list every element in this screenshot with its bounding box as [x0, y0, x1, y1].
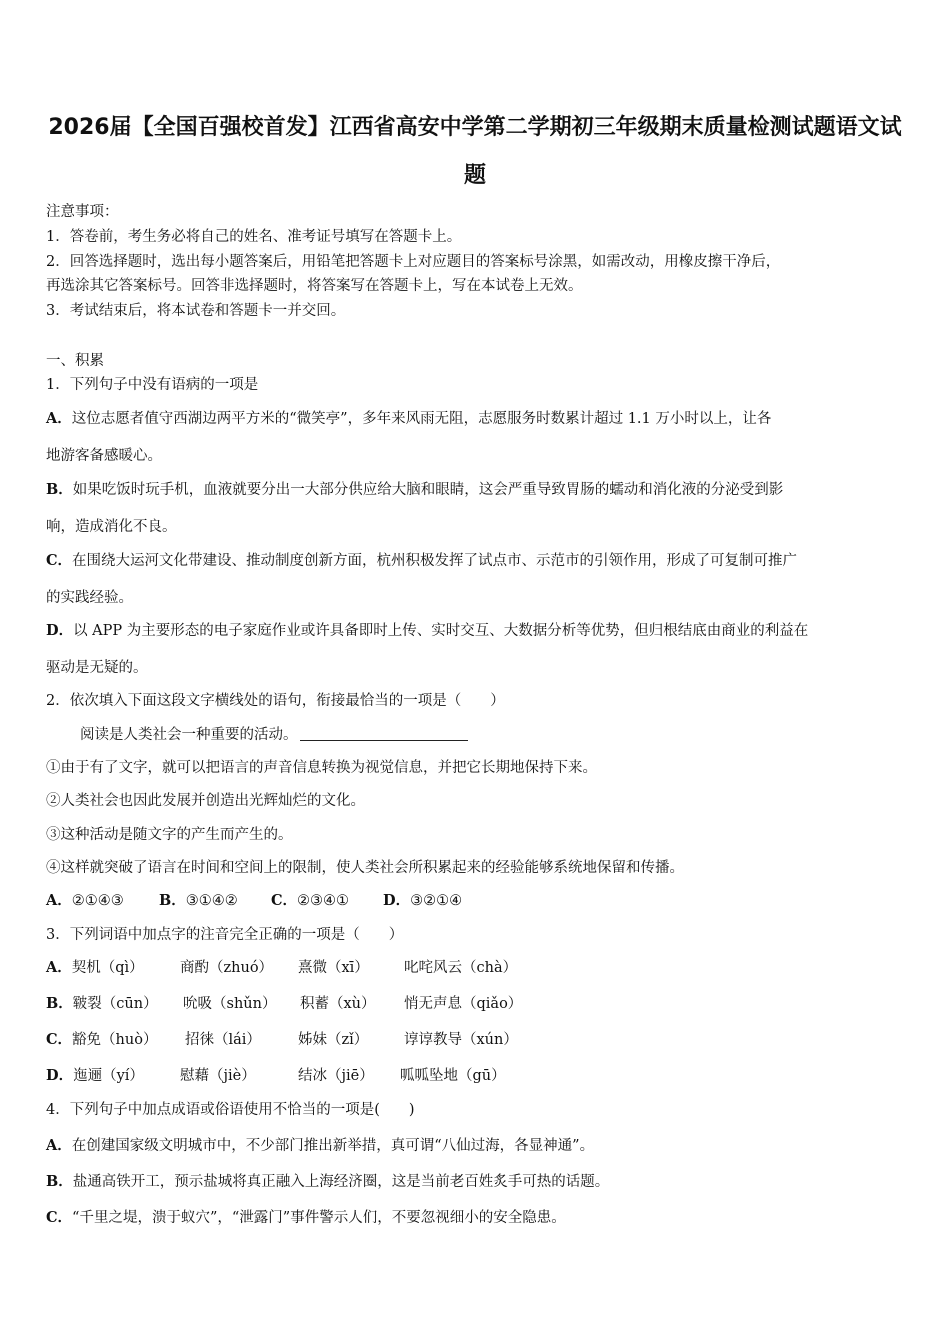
q3-b-word-3: 积蓄（xù） [300, 996, 376, 1012]
q3-option-c [46, 1030, 518, 1050]
option-label: A． [46, 959, 72, 976]
option-label: C． [46, 1209, 73, 1226]
q2-lead [80, 725, 468, 745]
q3-c-word-4: 谆谆教导（xún） [404, 1032, 518, 1048]
q2-options [46, 891, 462, 911]
option-label: A． [46, 892, 72, 909]
q2-lead-text: 阅读是人类社会一种重要的活动。 [80, 727, 298, 743]
q2-sentence-3: ③这种活动是随文字的产生而产生的。 [46, 827, 293, 843]
q3-option-a [46, 958, 517, 978]
q2-option-a [46, 891, 159, 911]
option-label: D． [46, 622, 74, 639]
option-label: B． [46, 481, 73, 498]
q1-option-d [46, 621, 808, 641]
option-label: B． [46, 995, 73, 1012]
q1-option-b-text: 如果吃饭时玩手机，血液就要分出一大部分供应给大脑和眼睛，这会严重导致胃肠的蠕动和消化液的分泌受到影 [72, 482, 784, 498]
option-label: B． [46, 1173, 73, 1190]
q3-a-word-3: 熹微（xī） [298, 960, 369, 976]
q1-stem: 1．下列句子中没有语病的一项是 [46, 377, 259, 393]
q3-a-word-4: 叱咤风云（chà） [404, 960, 518, 976]
q1-option-d-text: 以 APP 为主要形态的电子家庭作业或许具备即时上传、实时交互、大数据分析等优势，但归根结底由商业的利益在 [73, 623, 809, 639]
answer-blank [300, 726, 468, 741]
q2-stem: 2．依次填入下面这段文字横线处的语句，衔接最恰当的一项是（ ） [46, 693, 505, 709]
option-label: C． [271, 892, 298, 909]
q3-d-word-3: 结冰（jiē） [298, 1068, 374, 1084]
q3-c-word-1-text: 豁免（huò） [72, 1032, 158, 1048]
note-item-1: 1．答卷前，考生务必将自己的姓名、准考证号填写在答题卡上。 [46, 229, 462, 245]
note-item-2-cont: 再选涂其它答案标号。回答非选择题时，将答案写在答题卡上，写在本试卷上无效。 [46, 278, 583, 294]
q3-option-b [46, 994, 522, 1014]
q3-d-word-1-text: 迤逦（yí） [73, 1068, 144, 1084]
q1-option-c-cont: 的实践经验。 [46, 590, 133, 606]
q4-option-a-text: 在创建国家级文明城市中，不少部门推出新举措，真可谓“八仙过海，各显神通”。 [71, 1138, 595, 1154]
q1-option-a-text: 这位志愿者值守西湖边两平方米的“微笑亭”，多年来风雨无阻，志愿服务时数累计超过 1.1 万小时以上，让各 [71, 411, 772, 427]
q2-option-d [383, 891, 462, 911]
q3-b-word-1 [46, 994, 183, 1014]
q3-c-word-1 [46, 1030, 185, 1050]
q3-option-d [46, 1066, 506, 1086]
q1-option-c-text: 在围绕大运河文化带建设、推动制度创新方面，杭州积极发挥了试点市、示范市的引领作用，形成了可复制可推广 [72, 553, 798, 569]
q3-b-word-2: 吮吸（shǔn） [183, 996, 277, 1012]
q4-option-c [46, 1208, 566, 1228]
q2-option-b-text: ③①④② [185, 893, 238, 909]
q2-option-b [159, 891, 271, 911]
q4-option-a [46, 1136, 594, 1156]
q3-a-word-2: 商酌（zhuó） [180, 960, 274, 976]
exam-title-line-1: 2026届【全国百强校首发】江西省高安中学第二学期初三年级期末质量检测试题语文试 [48, 115, 902, 140]
q2-sentence-1: ①由于有了文字，就可以把语言的声音信息转换为视觉信息，并把它长期地保持下来。 [46, 760, 597, 776]
q4-option-c-text: “千里之堤，溃于蚁穴”，“泄露门”事件警示人们，不要忽视细小的安全隐患。 [72, 1210, 566, 1226]
option-label: A． [46, 410, 72, 427]
q4-option-b [46, 1172, 609, 1192]
q4-option-b-text: 盐通高铁开工，预示盐城将真正融入上海经济圈，这是当前老百姓炙手可热的话题。 [72, 1174, 610, 1190]
q2-option-c-text: ②③④① [297, 893, 350, 909]
q2-option-a-text: ②①④③ [71, 893, 124, 909]
option-label: C． [46, 1031, 73, 1048]
q2-sentence-2: ②人类社会也因此发展并创造出光辉灿烂的文化。 [46, 793, 365, 809]
exam-title-line-2: 题 [463, 163, 486, 188]
q3-a-word-1 [46, 958, 180, 978]
q2-option-c [271, 891, 383, 911]
option-label: D． [383, 892, 411, 909]
note-item-3: 3．考试结束后，将本试卷和答题卡一并交回。 [46, 303, 346, 319]
q3-d-word-2: 慰藉（jiè） [180, 1068, 256, 1084]
q3-b-word-1-text: 皲裂（cūn） [72, 996, 158, 1012]
notes-heading: 注意事项： [46, 204, 119, 220]
q1-option-a [46, 409, 771, 429]
q1-option-b-cont: 响，造成消化不良。 [46, 519, 177, 535]
q3-b-word-4: 悄无声息（qiǎo） [404, 996, 523, 1012]
q3-d-word-1 [46, 1066, 180, 1086]
section-heading: 一、积累 [46, 353, 104, 369]
q3-d-word-4: 呱呱坠地（gū） [400, 1068, 506, 1084]
q3-c-word-3: 姊妹（zǐ） [298, 1032, 369, 1048]
option-label: C． [46, 552, 73, 569]
note-item-2: 2．回答选择题时，选出每小题答案后，用铅笔把答题卡上对应题目的答案标号涂黑，如需改动，用橡皮擦干净后， [46, 254, 781, 270]
q4-stem: 4．下列句子中加点成语或俗语使用不恰当的一项是( ) [46, 1102, 415, 1118]
option-label: A． [46, 1137, 72, 1154]
q1-option-d-cont: 驱动是无疑的。 [46, 660, 148, 676]
q1-option-c [46, 551, 797, 571]
q1-option-b [46, 480, 783, 500]
q3-a-word-1-text: 契机（qì） [71, 960, 144, 976]
q2-sentence-4: ④这样就突破了语言在时间和空间上的限制，使人类社会所积累起来的经验能够系统地保留和传播。 [46, 860, 684, 876]
q3-stem: 3．下列词语中加点字的注音完全正确的一项是（ ） [46, 927, 404, 943]
q3-c-word-2: 招徕（lái） [185, 1032, 261, 1048]
q1-option-a-cont: 地游客备感暖心。 [46, 448, 162, 464]
option-label: D． [46, 1067, 74, 1084]
option-label: B． [159, 892, 186, 909]
q2-option-d-text: ③②①④ [410, 893, 463, 909]
